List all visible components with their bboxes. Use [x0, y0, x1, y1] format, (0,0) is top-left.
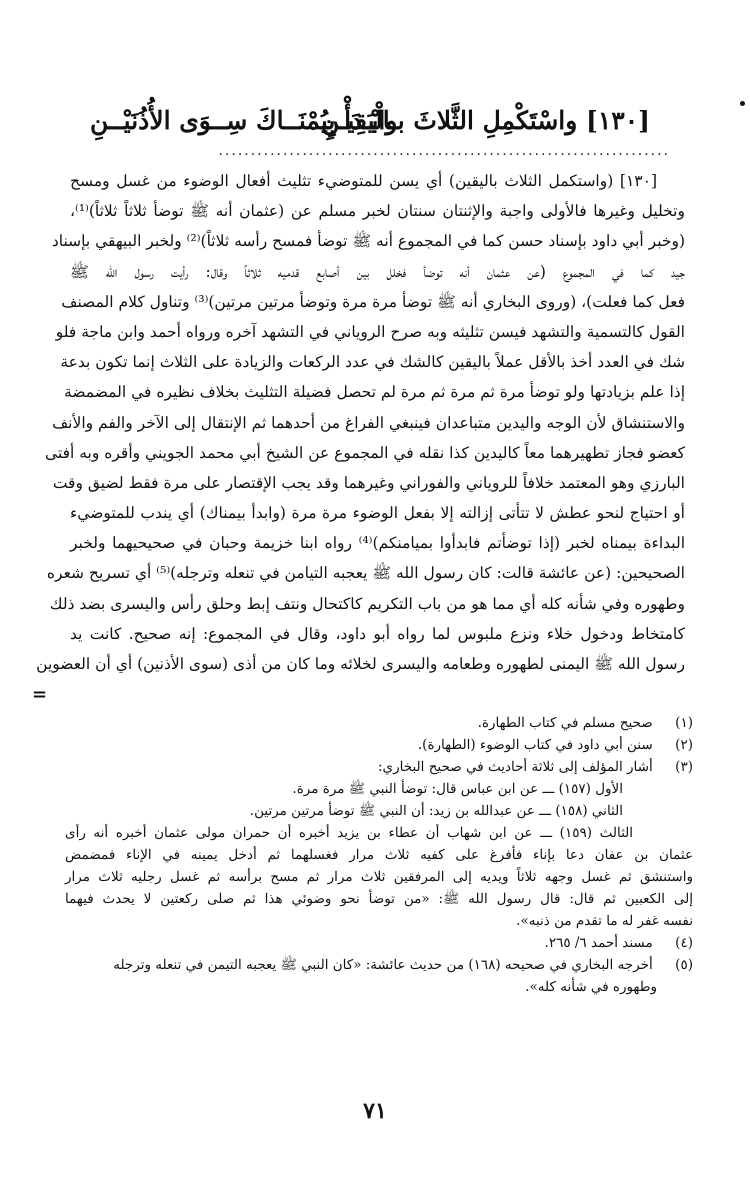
body-line: وتخليل وغيرها فالأولى واجبة والإثنتان سنتان لخبر مسلم عن (عثمان أنه ﷺ توضأ ثلاثاً ثلاثاً)⁽¹⁾،	[70, 202, 685, 221]
verse-separator-dots: ......................................................................	[218, 143, 670, 159]
verse-hemistich-2: وابْـدَأْ بِيُمْنَــاكَ سِــوَى الأُذُنَيْــنِ	[90, 106, 398, 135]
body-line: البارزي وهو المعتمد خلافاً للروياني والفوراني وغيرهما وقد يجب الإقتصار على مرة فقط لضيق وقت	[52, 473, 685, 492]
verse-hemistich-1: [١٣٠] واسْتَكْمِلِ الثَّلاثَ بـالْيَقِيـنِ	[321, 106, 650, 135]
body-line: شك في العدد أخذ بالأقل عملاً باليقين كالشك في عدد الركعات والزيادة على الثلاث إنما تكون بدعة	[60, 353, 685, 372]
footnote-4	[65, 932, 693, 954]
footnote-3-third-line: عثمان بن عفان دعا بإناء فأفرغ على كفيه ثلاث مرار فغسلهما ثم أدخل يمينه في الإناء فمضمض	[65, 847, 693, 863]
footnote-3	[65, 756, 693, 778]
footnote-3-third-line: الثالث (١٥٩) ـــ عن ابن شهاب أن عطاء بن يزيد أخبره أن حمران مولى عثمان أخبره أنه رأى	[65, 825, 634, 841]
footnote-5	[65, 954, 693, 976]
footnote-number: (٢)	[675, 737, 693, 753]
footnote-2	[65, 734, 693, 756]
footnote-number: (٥)	[675, 957, 693, 973]
body-line: كامتخاط ودخول خلاء ونزع ملبوس لما رواه أبو داود، وقال في المجموع: إنه صحيح. كانت يد	[70, 624, 685, 643]
footnote-text: صحيح مسلم في كتاب الطهارة.	[477, 715, 653, 731]
footnote-text: أشار المؤلف إلى ثلاثة أحاديث في صحيح البخاري:	[378, 759, 653, 775]
footnote-3-item: الثاني (١٥٨) ـــ عن عبدالله بن زيد: أن النبي ﷺ توضأ مرتين مرتين.	[249, 803, 623, 819]
body-line: فعل كما فعلت)، (وروى البخاري أنه ﷺ توضأ مرة مرة وتوضأ مرتين مرتين)⁽³⁾ وتناول كلام المصنف	[61, 292, 685, 311]
footnote-1	[65, 712, 693, 734]
body-line: أو احتياج لنحو عطش لا تتأتى إزالته إلا بفعل الوضوء مرة مرة (وابدأ بيمناك) أي يندب للمتوضيء	[70, 504, 685, 523]
footnote-text: سنن أبي داود في كتاب الوضوء (الطهارة).	[417, 737, 653, 753]
footnote-text: مسند أحمد ٦/ ٢٦٥.	[544, 935, 653, 951]
body-line: البداءة بيمناه لخبر (إذا توضأتم فابدأوا بميامنكم)⁽⁴⁾ رواه ابنا خزيمة وحبان في صحيحيهما ولخبر	[70, 534, 685, 553]
footnote-3-third-line: نفسه غفر له ما تقدم من ذنبه».	[516, 913, 693, 929]
verse-heading	[90, 96, 650, 146]
body-line: والاستنشاق لأن الوجه واليدين متباعدان فينبغي الفراغ من أحدهما ثم الإنتقال إلى الآخر والفم والأنف	[52, 413, 685, 432]
body-line: جيد كما في المجموع (عن عثمان أنه توضأ فخلل بين أصابع قدميه ثلاثاً وقال: رأيت رسول الله ﷺ	[70, 262, 685, 281]
footnote-5-continuation: وطهوره في شأنه كله».	[525, 979, 657, 995]
body-line: كعضو فجاز تطهيرهما معاً كاليدين كذا نقله في المجموع عن الشيخ أبي محمد الجويني وأقره وبه أفتى	[44, 443, 685, 462]
page-number: ٧١	[363, 1098, 387, 1124]
footnote-number: (٤)	[675, 935, 693, 951]
body-line: رسول الله ﷺ اليمنى لطهوره وطعامه واليسرى لخلائه وما كان من أذى (سوى الأذنين) أي أن العضوين	[36, 655, 685, 673]
body-line: (وخبر أبي داود بإسناد حسن كما في المجموع أنه ﷺ توضأ فمسح رأسه ثلاثاً)⁽²⁾ ولخبر البيهقي بإسناد	[51, 232, 685, 251]
margin-dot	[740, 101, 745, 106]
footnote-3-item: الأول (١٥٧) ـــ عن ابن عباس قال: توضأ النبي ﷺ مرة مرة.	[292, 781, 623, 797]
footnote-3-third-line: إلى الكعبين ثم قال: قال رسول الله ﷺ: «من توضأ نحو وضوئي هذا ثم صلى ركعتين لا يحدث فيهما	[65, 891, 693, 907]
footnote-number: (١)	[675, 715, 693, 731]
body-line: الصحيحين: (عن عائشة قالت: كان رسول الله ﷺ يعجبه التيامن في تنعله وترجله)⁽⁵⁾ أي تسريح شعره	[46, 564, 685, 583]
body-line: [١٣٠] (واستكمل الثلاث باليقين) أي يسن للمتوضيء تثليث أفعال الوضوء من غسل ومسح	[70, 172, 657, 190]
footnote-3-third-line: واستنشق ثم غسل وجهه ثلاثاً ويديه إلى المرفقين ثلاث مرار ثم مسح برأسه ثم غسل رجليه ثلاث مرار	[65, 869, 693, 885]
body-line: وطهوره وفي شأنه كله أي مما هو من باب التكريم كاكتحال ونتف إبط وحلق رأس واليسرى بضد ذلك	[49, 594, 685, 613]
commentary-text	[36, 166, 685, 679]
body-line: القول كالتسمية والتشهد فيسن تثليثه وبه صرح الروياني في التشهد آخره ورواه أحمد وابن ماجة فلو	[55, 322, 685, 341]
body-line: إذا علم بزيادتها ولو توضأ مرة ثم مرة ثم مرة لم تحصل فضيلة التثليث بخلاف نظيره في المضمضة	[64, 383, 685, 402]
footnote-text: أخرجه البخاري في صحيحه (١٦٨) من حديث عائشة: «كان النبي ﷺ يعجبه التيمن في تنعله وترجله	[113, 957, 653, 973]
continuation-mark: =	[32, 684, 48, 705]
footnotes-section	[65, 712, 693, 998]
footnote-number: (٣)	[675, 759, 693, 775]
